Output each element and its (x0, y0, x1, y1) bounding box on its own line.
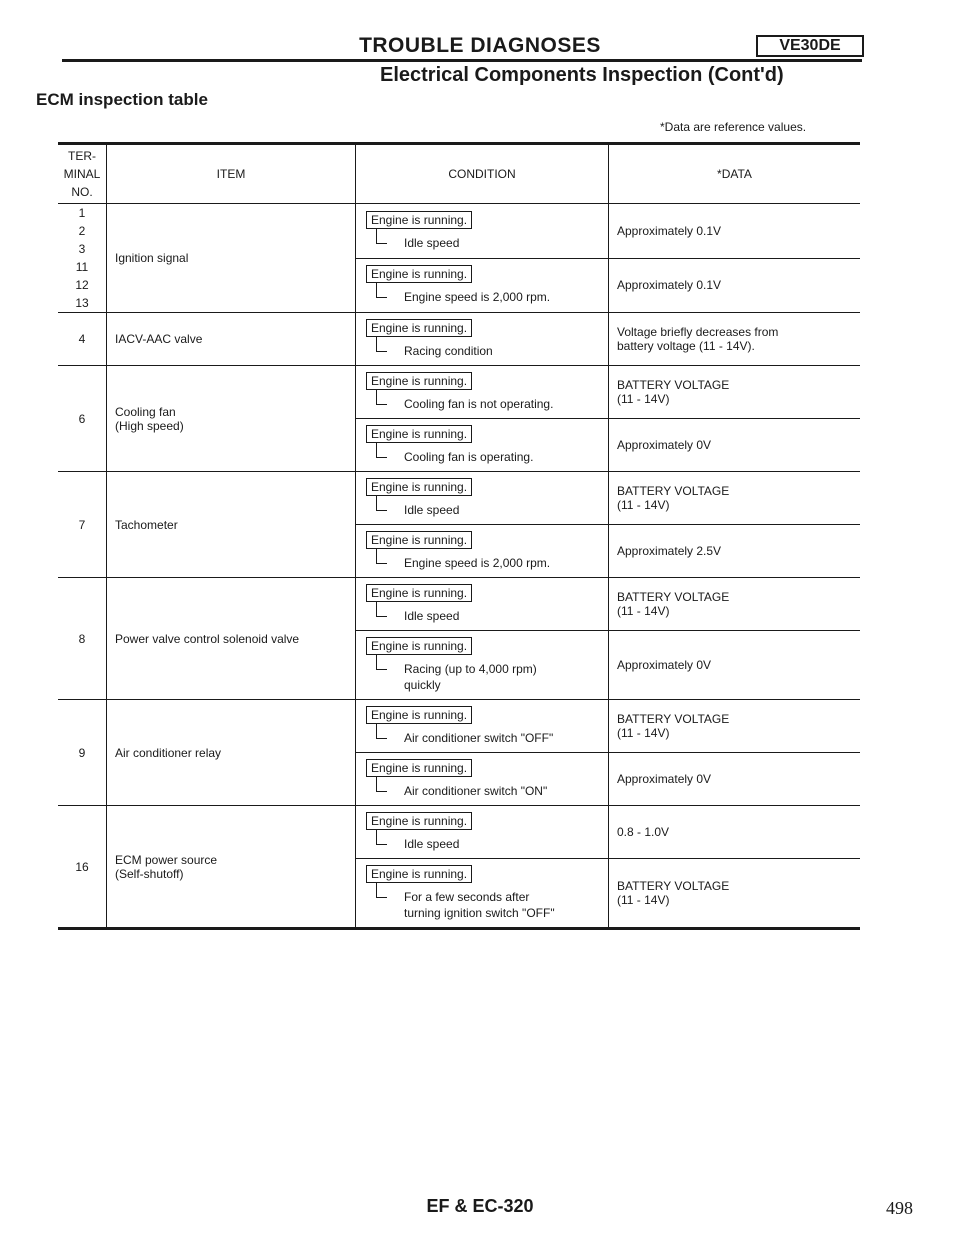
condition-detail: Racing condition (364, 343, 600, 359)
table-row (58, 366, 860, 419)
data-value: BATTERY VOLTAGE (11 - 14V) (609, 472, 861, 525)
data-value: 0.8 - 1.0V (609, 806, 861, 859)
data-value: Approximately 0.1V (609, 204, 861, 259)
page-number: 498 (886, 1198, 913, 1218)
condition-state-box: Engine is running. (366, 319, 472, 337)
condition-detail: Air conditioner switch "ON" (364, 783, 600, 799)
table-body (58, 204, 860, 929)
condition-state-box: Engine is running. (366, 531, 472, 549)
condition-state-box: Engine is running. (366, 865, 472, 883)
model-badge: VE30DE (756, 35, 864, 57)
condition-cell (356, 419, 609, 472)
item-name: Tachometer (107, 472, 356, 578)
condition-detail: Engine speed is 2,000 rpm. (364, 555, 600, 571)
condition-cell (356, 753, 609, 806)
ecm-inspection-table (58, 142, 860, 930)
data-value: Approximately 0V (609, 631, 861, 700)
table-row (58, 204, 860, 259)
condition-cell (356, 700, 609, 753)
table-row (58, 313, 860, 366)
page-header-title: TROUBLE DIAGNOSES (359, 34, 601, 57)
terminal-number: 8 (58, 578, 107, 700)
table-row (58, 700, 860, 753)
condition-cell (356, 859, 609, 929)
header-condition: CONDITION (356, 144, 609, 204)
condition-cell (356, 204, 609, 259)
data-value: BATTERY VOLTAGE (11 - 14V) (609, 366, 861, 419)
terminal-number: 6 (58, 366, 107, 472)
header-data: *DATA (609, 144, 861, 204)
condition-cell (356, 258, 609, 313)
data-value: BATTERY VOLTAGE (11 - 14V) (609, 700, 861, 753)
condition-detail: Idle speed (364, 235, 600, 251)
condition-cell (356, 472, 609, 525)
terminal-number: 7 (58, 472, 107, 578)
condition-state-box: Engine is running. (366, 265, 472, 283)
condition-detail: Cooling fan is not operating. (364, 396, 600, 412)
condition-detail: For a few seconds after turning ignition switch "OFF" (364, 889, 600, 921)
data-value: BATTERY VOLTAGE (11 - 14V) (609, 578, 861, 631)
terminal-number: 9 (58, 700, 107, 806)
condition-state-box: Engine is running. (366, 706, 472, 724)
condition-cell (356, 631, 609, 700)
condition-cell (356, 313, 609, 366)
item-name: Ignition signal (107, 204, 356, 313)
header-item: ITEM (107, 144, 356, 204)
table-row (58, 578, 860, 631)
condition-state-box: Engine is running. (366, 211, 472, 229)
data-value: BATTERY VOLTAGE (11 - 14V) (609, 859, 861, 929)
condition-cell (356, 366, 609, 419)
item-name: Cooling fan (High speed) (107, 366, 356, 472)
table-row (58, 806, 860, 859)
terminal-number: 16 (58, 806, 107, 929)
footer-code: EF & EC-320 (426, 1196, 534, 1216)
condition-state-box: Engine is running. (366, 478, 472, 496)
condition-state-box: Engine is running. (366, 425, 472, 443)
condition-cell (356, 806, 609, 859)
condition-detail: Air conditioner switch "OFF" (364, 730, 600, 746)
item-name: Power valve control solenoid valve (107, 578, 356, 700)
page-subtitle: Electrical Components Inspection (Cont'd) (380, 64, 784, 86)
item-name: IACV-AAC valve (107, 313, 356, 366)
condition-detail: Racing (up to 4,000 rpm) quickly (364, 661, 600, 693)
reference-note: *Data are reference values. (660, 120, 807, 134)
condition-detail: Engine speed is 2,000 rpm. (364, 289, 600, 305)
condition-detail: Idle speed (364, 608, 600, 624)
data-value: Approximately 0.1V (609, 258, 861, 313)
data-value: Approximately 0V (609, 419, 861, 472)
condition-cell (356, 525, 609, 578)
condition-state-box: Engine is running. (366, 372, 472, 390)
condition-state-box: Engine is running. (366, 637, 472, 655)
condition-cell (356, 578, 609, 631)
condition-state-box: Engine is running. (366, 584, 472, 602)
data-value: Approximately 2.5V (609, 525, 861, 578)
table-row (58, 472, 860, 525)
data-value: Voltage briefly decreases from battery voltage (11 - 14V). (609, 313, 861, 366)
item-name: ECM power source (Self-shutoff) (107, 806, 356, 929)
header-terminal: TER- MINAL NO. (58, 144, 107, 204)
condition-detail: Idle speed (364, 836, 600, 852)
condition-state-box: Engine is running. (366, 812, 472, 830)
condition-state-box: Engine is running. (366, 759, 472, 777)
section-title: ECM inspection table (36, 90, 208, 109)
condition-detail: Idle speed (364, 502, 600, 518)
condition-detail: Cooling fan is operating. (364, 449, 600, 465)
header-rule (62, 59, 862, 62)
terminal-number: 1 2 3 11 12 13 (58, 204, 107, 313)
item-name: Air conditioner relay (107, 700, 356, 806)
data-value: Approximately 0V (609, 753, 861, 806)
table-header-row (58, 144, 860, 204)
terminal-number: 4 (58, 313, 107, 366)
